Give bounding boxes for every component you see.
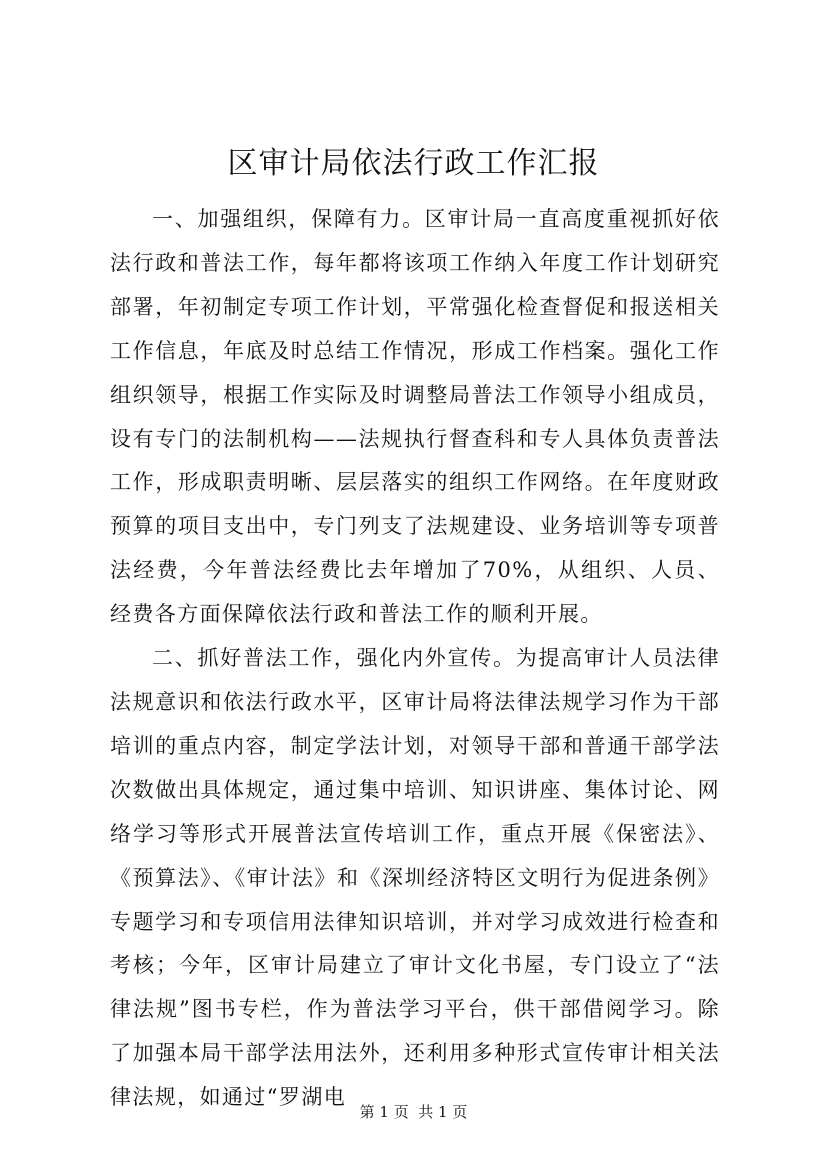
page-number-label: 第 1 页 共 1 页	[359, 1103, 468, 1121]
paragraph-2: 二、抓好普法工作，强化内外宣传。为提高审计人员法律法规意识和依法行政水平，区审计局将法律法规学习作为干部培训的重点内容，制定学法计划，对领导干部和普通干部学法次数做出具体规定，通过集中培训、知识讲座、集体讨论、网络学习等形式开展普法宣传培训工作，重点开展《保密法》、《预算法》、《审计法》和《深圳经济特区文明行为促进条例》专题学习和专项信用法律知识培训，并对学习成效进行检查和考核；今年，区审计局建立了审计文化书屋，专门设立了“法律法规”图书专栏，作为普法学习平台，供干部借阅学习。除了加强本局干部学法用法外，还利用多种形式宣传审计相关法律法规，如通过“罗湖电	[110, 646, 720, 1110]
document-title: 区审计局依法行政工作汇报	[227, 146, 600, 181]
page-footer	[0, 1102, 827, 1122]
paragraph-1: 一、加强组织，保障有力。区审计局一直高度重视抓好依法行政和普法工作，每年都将该项工作纳入年度工作计划研究部署，年初制定专项工作计划，平常强化检查督促和报送相关工作信息，年底及时总结工作情况，形成工作档案。强化工作组织领导，根据工作实际及时调整局普法工作领导小组成员，设有专门的法制机构——法规执行督查科和专人具体负责普法工作，形成职责明晰、层层落实的组织工作网络。在年度财政预算的项目支出中，专门列支了法规建设、业务培训等专项普法经费，今年普法经费比去年增加了70%，从组织、人员、经费各方面保障依法行政和普法工作的顺利开展。	[110, 207, 720, 627]
document-body	[110, 198, 720, 1120]
